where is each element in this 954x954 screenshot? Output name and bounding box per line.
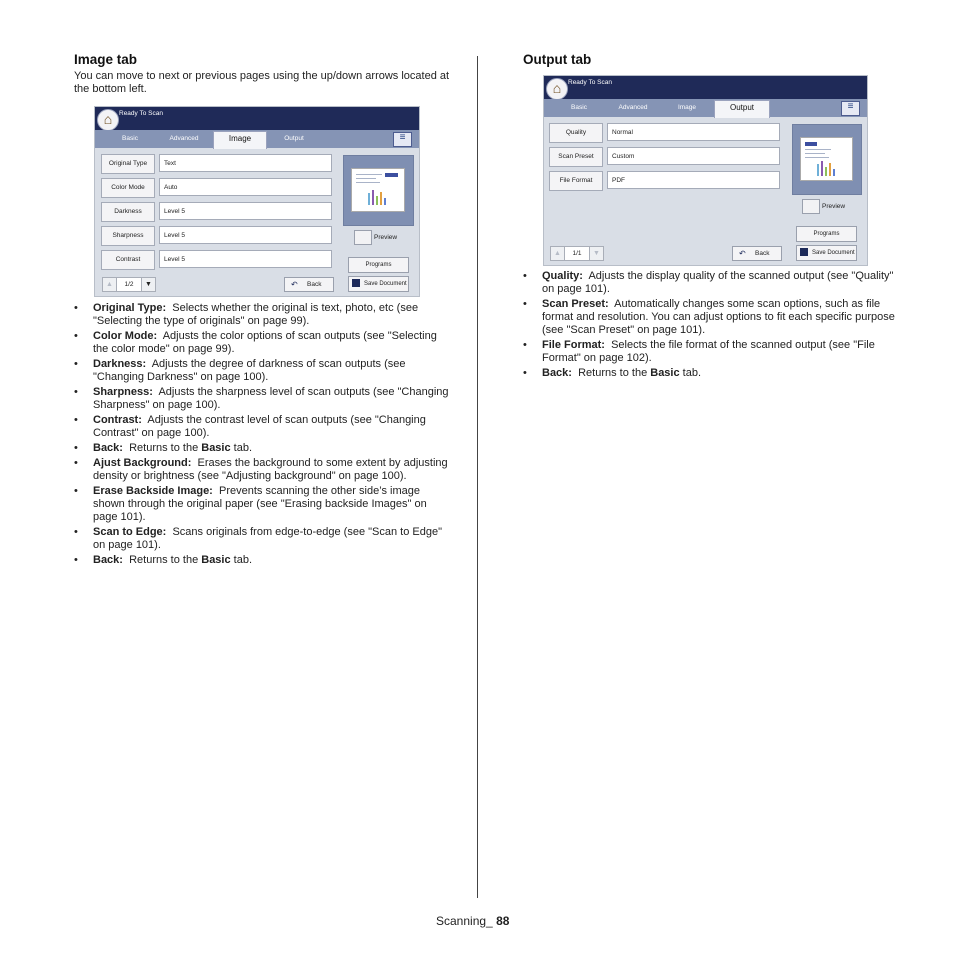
image-tab-bullet-list	[74, 302, 452, 567]
doc-line	[805, 149, 831, 150]
quality-button[interactable]: Quality	[549, 123, 603, 143]
quality-value: Normal	[607, 123, 780, 141]
bullet-scan-to-edge: • Scan to Edge: Scans originals from edge-to-edge (see "Scan to Edge" on page 101).	[74, 526, 452, 552]
preview-checkbox[interactable]	[802, 199, 820, 214]
menu-icon[interactable]	[841, 101, 860, 116]
chart-bar	[825, 167, 827, 176]
chart-bar	[817, 164, 819, 176]
bullet-contrast: • Contrast: Adjusts the contrast level of scan outputs (see "Changing Contrast" on page 100).	[74, 414, 452, 440]
doc-logo-shape	[805, 142, 817, 146]
image-tab-section	[74, 52, 454, 96]
doc-line	[805, 153, 825, 154]
color-mode-value: Auto	[159, 178, 332, 196]
bullet-darkness: • Darkness: Adjusts the degree of darkness of scan outputs (see "Changing Darkness" on page 100).	[74, 358, 452, 384]
menu-icon[interactable]	[393, 132, 412, 147]
doc-logo-shape	[385, 173, 398, 177]
scan-preset-value: Custom	[607, 147, 780, 165]
bullet-original-type: • Original Type: Selects whether the original is text, photo, etc (see "Selecting the type of originals" on page 99).	[74, 302, 452, 328]
chart-bar	[829, 163, 831, 176]
doc-line	[356, 174, 382, 175]
page-footer	[436, 914, 509, 928]
tab-output[interactable]: Output	[284, 135, 304, 142]
bullet-back: • Back: Returns to the Basic tab.	[74, 554, 452, 567]
output-tab-bullets	[523, 270, 901, 382]
image-tab-bullets	[74, 302, 452, 569]
tab-bar	[544, 99, 867, 117]
back-arrow-icon: ↶	[739, 249, 746, 258]
image-tab-intro: You can move to next or previous pages using the up/down arrows located at the bottom left.	[74, 70, 450, 95]
output-tab-screen	[543, 75, 868, 266]
tab-output[interactable]: Output	[714, 100, 770, 118]
darkness-button[interactable]: Darkness	[101, 202, 155, 222]
page-down-icon[interactable]: ▼	[589, 246, 604, 261]
darkness-value: Level 5	[159, 202, 332, 220]
preview-checkbox[interactable]	[354, 230, 372, 245]
home-icon[interactable]	[97, 109, 119, 131]
bullet-back: • Back: Returns to the Basic tab.	[74, 442, 452, 455]
status-text: Ready To Scan	[119, 110, 163, 117]
preview-area	[792, 124, 862, 195]
output-tab-section	[523, 52, 903, 70]
preview-label: Preview	[374, 234, 398, 241]
back-label: Back	[307, 281, 322, 288]
original-type-value: Text	[159, 154, 332, 172]
programs-button[interactable]: Programs	[348, 257, 409, 273]
save-document-label: Save Document	[364, 281, 407, 287]
chart-bar	[376, 196, 378, 205]
floppy-disk-icon	[352, 279, 360, 287]
tab-basic[interactable]: Basic	[122, 135, 138, 142]
footer-page-number: 88	[496, 914, 510, 928]
sharpness-button[interactable]: Sharpness	[101, 226, 155, 246]
bullet-adjust-background: • Ajust Background: Erases the background to some extent by adjusting density or brightness (see "Adjusting background" on page 100).	[74, 457, 452, 483]
tab-image[interactable]: Image	[677, 104, 697, 111]
preview-area	[343, 155, 414, 226]
bullet-file-format: • File Format: Selects the file format of the scanned output (see "File Format" on page 102).	[523, 339, 901, 365]
document-thumbnail	[351, 168, 405, 212]
file-format-value: PDF	[607, 171, 780, 189]
sharpness-value: Level 5	[159, 226, 332, 244]
page-indicator: 1/1	[564, 246, 590, 261]
page-up-icon[interactable]: ▲	[550, 246, 565, 261]
bullet-scan-preset: • Scan Preset: Automatically changes some scan options, such as file format and resolution. You can adjust options to fit each specific purpose (see "Scan Preset" on page 101).	[523, 298, 901, 337]
page-down-icon[interactable]: ▼	[141, 277, 156, 292]
preview-label: Preview	[822, 203, 846, 210]
back-arrow-icon: ↶	[291, 280, 298, 289]
bullet-erase-backside: • Erase Backside Image: Prevents scanning the other side’s image shown through the original paper (see "Erasing backside Images" on page 101).	[74, 485, 452, 524]
file-format-button[interactable]: File Format	[549, 171, 603, 191]
page-navigator	[550, 246, 604, 259]
doc-line	[805, 157, 829, 158]
bullet-quality: • Quality: Adjusts the display quality of the scanned output (see "Quality" on page 101).	[523, 270, 901, 296]
output-tab-bullet-list	[523, 270, 901, 380]
chart-bar	[821, 161, 823, 176]
page-navigator	[102, 277, 156, 290]
image-tab-heading: Image tab	[74, 52, 138, 67]
tab-image[interactable]: Image	[213, 131, 267, 149]
doc-chart	[366, 189, 392, 205]
status-text: Ready To Scan	[568, 79, 612, 86]
home-icon[interactable]	[546, 78, 568, 100]
original-type-button[interactable]: Original Type	[101, 154, 155, 174]
chart-bar	[833, 169, 835, 176]
bullet-sharpness: • Sharpness: Adjusts the sharpness level of scan outputs (see "Changing Sharpness" on page 100).	[74, 386, 452, 412]
tab-advanced[interactable]: Advanced	[618, 104, 648, 111]
save-document-button[interactable]	[348, 276, 409, 292]
save-document-label: Save Document	[812, 250, 855, 256]
tab-basic[interactable]: Basic	[571, 104, 587, 111]
programs-button[interactable]: Programs	[796, 226, 857, 242]
color-mode-button[interactable]: Color Mode	[101, 178, 155, 198]
footer-section: Scanning_	[436, 914, 493, 928]
image-tab-screen	[94, 106, 420, 297]
back-button[interactable]	[732, 246, 782, 261]
tab-advanced[interactable]: Advanced	[169, 135, 199, 142]
document-thumbnail	[800, 137, 853, 181]
page-up-icon[interactable]: ▲	[102, 277, 117, 292]
bullet-back: • Back: Returns to the Basic tab.	[523, 367, 901, 380]
save-document-button[interactable]	[796, 245, 857, 261]
floppy-disk-icon	[800, 248, 808, 256]
page-indicator: 1/2	[116, 277, 142, 292]
column-divider	[477, 56, 478, 898]
chart-bar	[384, 198, 386, 205]
contrast-value: Level 5	[159, 250, 332, 268]
back-label: Back	[755, 250, 770, 257]
chart-bar	[380, 192, 382, 205]
doc-chart	[815, 160, 841, 176]
tab-bar	[95, 130, 419, 148]
doc-line	[356, 178, 376, 179]
chart-bar	[368, 193, 370, 205]
output-tab-heading: Output tab	[523, 52, 592, 67]
scan-preset-button[interactable]: Scan Preset	[549, 147, 603, 167]
contrast-button[interactable]: Contrast	[101, 250, 155, 270]
status-bar	[544, 76, 867, 99]
back-button[interactable]	[284, 277, 334, 292]
doc-line	[356, 182, 380, 183]
status-bar	[95, 107, 419, 130]
chart-bar	[372, 190, 374, 205]
bullet-color-mode: • Color Mode: Adjusts the color options of scan outputs (see "Selecting the color mode" on page 99).	[74, 330, 452, 356]
